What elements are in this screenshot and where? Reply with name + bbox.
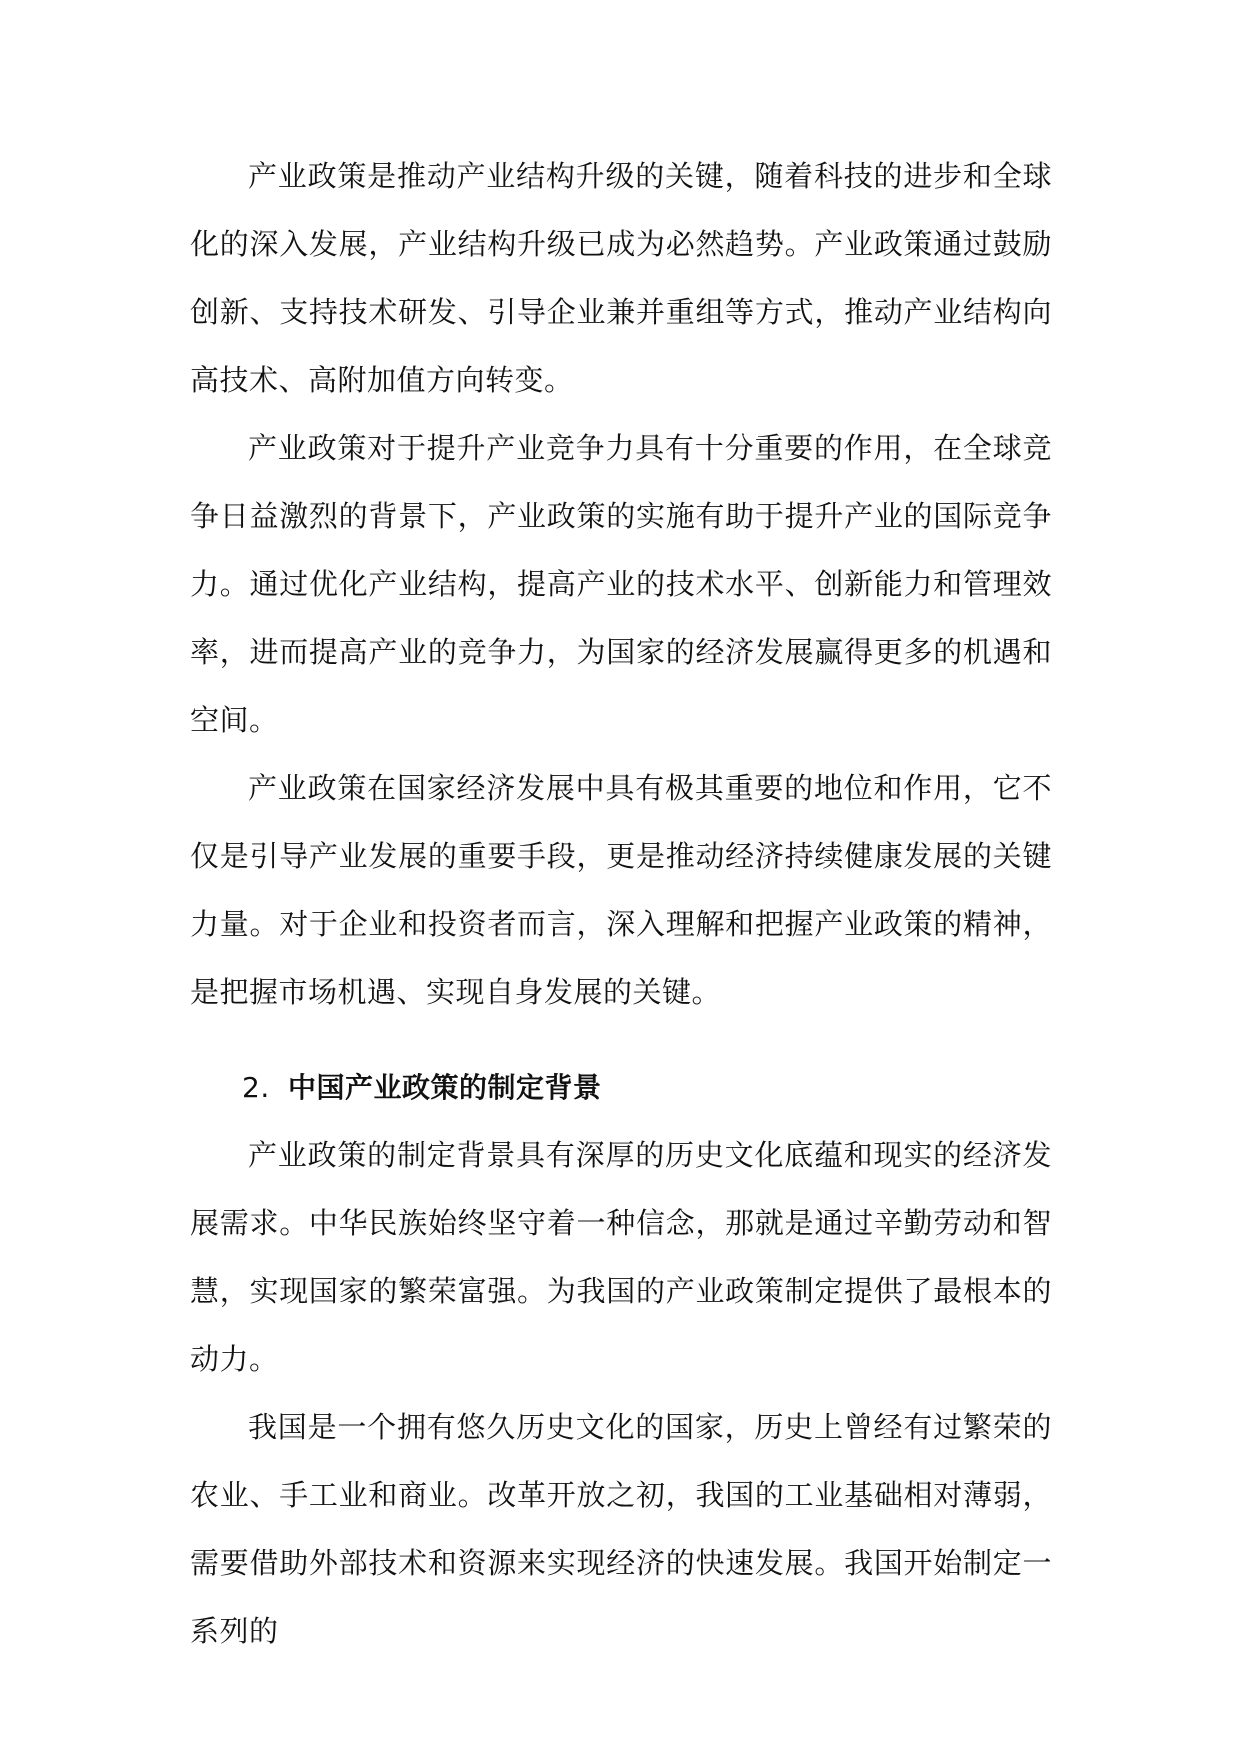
paragraph-industrial-upgrade: 产业政策是推动产业结构升级的关键，随着科技的进步和全球化的深入发展，产业结构升级已成为必然趋势。产业政策通过鼓励创新、支持技术研发、引导企业兼并重组等方式，推动产业结构向高技术、高附加值方向转变。: [190, 159, 1052, 397]
section-title: 中国产业政策的制定背景: [288, 1071, 602, 1104]
paragraph-history: 我国是一个拥有悠久历史文化的国家，历史上曾经有过繁荣的农业、手工业和商业。改革开放之初，我国的工业基础相对薄弱，需要借助外部技术和资源来实现经济的快速发展。我国开始制定一系列的: [190, 1410, 1052, 1648]
paragraph-policy-importance: 产业政策在国家经济发展中具有极其重要的地位和作用，它不仅是引导产业发展的重要手段，更是推动经济持续健康发展的关键力量。对于企业和投资者而言，深入理解和把握产业政策的精神，是把握市场机遇、实现自身发展的关键。: [190, 771, 1052, 1009]
paragraph-competitiveness: 产业政策对于提升产业竞争力具有十分重要的作用，在全球竞争日益激烈的背景下，产业政策的实施有助于提升产业的国际竞争力。通过优化产业结构，提高产业的技术水平、创新能力和管理效率，进而提高产业的竞争力，为国家的经济发展赢得更多的机遇和空间。: [190, 431, 1052, 737]
section-heading: [190, 1055, 1052, 1121]
paragraph-background: 产业政策的制定背景具有深厚的历史文化底蕴和现实的经济发展需求。中华民族始终坚守着一种信念，那就是通过辛勤劳动和智慧，实现国家的繁荣富强。为我国的产业政策制定提供了最根本的动力。: [190, 1138, 1052, 1376]
section-number: 2.: [242, 1071, 270, 1104]
document-body: [190, 142, 1052, 1665]
